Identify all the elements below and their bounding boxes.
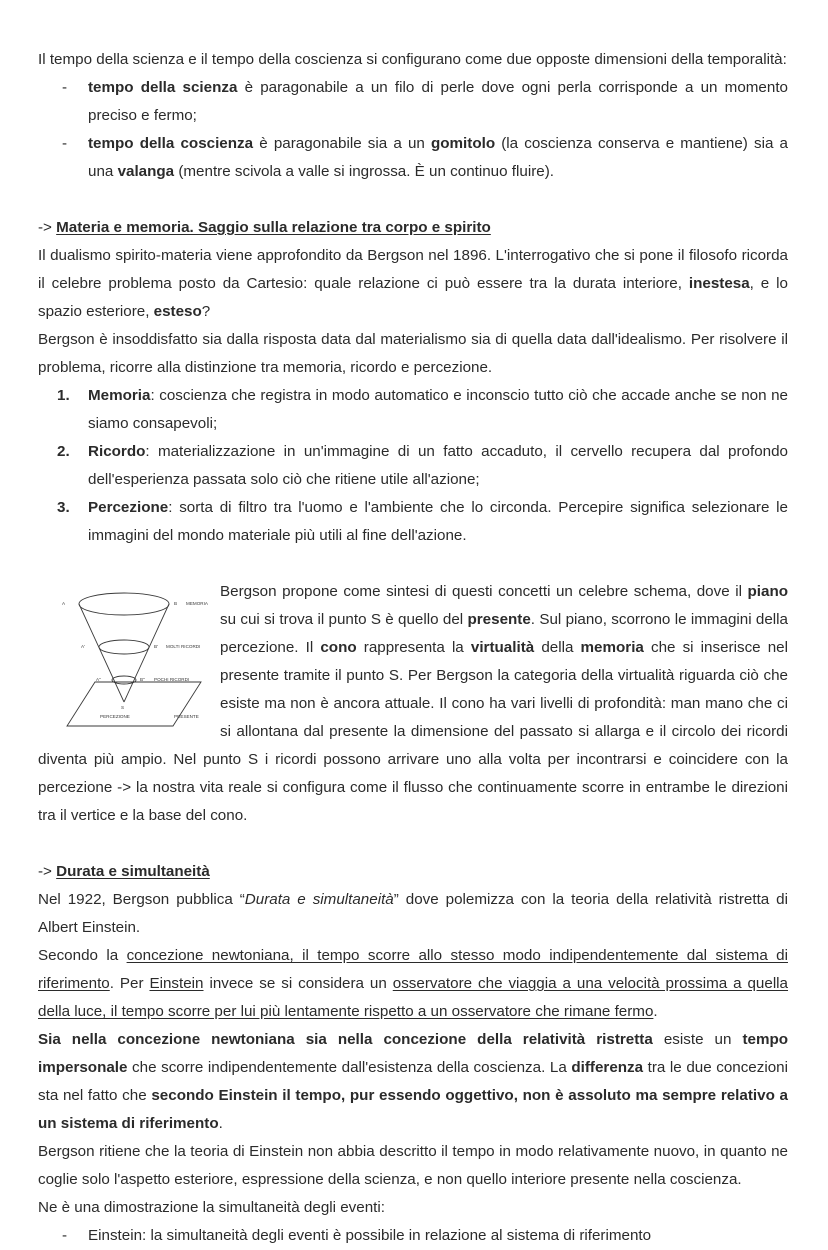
label-A: A — [62, 601, 66, 606]
section-spacer — [38, 186, 788, 214]
list-item — [38, 438, 788, 494]
durata-paragraph-4: Bergson ritiene che la teoria di Einstein non abbia descritto il tempo in modo relativamente nuovo, in quanto ne coglie solo l'aspetto esteriore, espressione della scienza, e non quello interiore presente nella coscienza. — [38, 1143, 788, 1188]
bold-esteso: esteso — [153, 303, 202, 320]
label-presente: PRESENTE — [174, 714, 199, 719]
item-text: : materializzazione in un'immagine di un fatto accaduto, il cervello recupera dal profondo dell'esperienza passata solo ciò che ritiene utile all'azione; — [88, 443, 788, 488]
bullet-bold-valanga: valanga — [117, 163, 175, 180]
item-bold-lead: Memoria — [88, 387, 151, 404]
materia-paragraph-1 — [38, 242, 788, 326]
materia-paragraph-2: Bergson è insoddisfatto sia dalla risposta data dal materialismo sia di quella data dall'idealismo. Per risolvere il problema, ricorre alla distinzione tra memoria, ricordo e percezione. — [38, 331, 788, 376]
durata-paragraph-3 — [38, 1026, 788, 1138]
bold-secondo-einstein: secondo Einstein il tempo, pur essendo oggettivo, non è assoluto ma sempre relativo a un sistema di riferimento — [38, 1087, 788, 1132]
heading-text: Durata e simultaneità — [56, 863, 210, 880]
item-text: : coscienza che registra in modo automatico e inconscio tutto ciò che accade anche se non ne siamo consapevoli; — [88, 387, 788, 432]
para-seg: rappresenta la — [356, 639, 471, 656]
durata-paragraph-2 — [38, 942, 788, 1026]
list-item — [38, 382, 788, 438]
section-spacer — [38, 830, 788, 858]
para-seg: Secondo la — [38, 947, 127, 964]
para-seg: esiste un — [652, 1031, 743, 1048]
para-seg: Nel 1922, Bergson pubblica “ — [38, 891, 245, 908]
section-heading-materia — [38, 214, 788, 242]
section-spacer — [38, 550, 788, 578]
durata-bullet-item — [38, 1222, 788, 1250]
list-number: 2. — [57, 443, 70, 460]
durata-paragraph-1 — [38, 886, 788, 942]
label-B-double-prime: B'' — [140, 677, 145, 682]
label-A-prime: A' — [81, 644, 85, 649]
bergson-cone-diagram — [38, 584, 210, 736]
diagram-labels — [62, 601, 209, 719]
intro-bullet-list — [38, 74, 788, 186]
label-S: S — [121, 705, 125, 710]
underline-osservatore: osservatore che viaggia a una velocità prossima a quella della luce, il tempo scorre per lui più lentamente rispetto a un osservatore che rimane fermo — [38, 975, 789, 1020]
figure-with-text-block — [38, 578, 788, 830]
intro-paragraph: Il tempo della scienza e il tempo della coscienza si configurano come due opposte dimensioni della temporalità: — [38, 51, 787, 68]
label-pochi-ricordi: POCHI RICORDI — [154, 677, 190, 682]
bullet-text-part1: è paragonabile sia a un — [253, 135, 431, 152]
section-heading-durata — [38, 858, 788, 886]
bullet-text-part2: (la coscienza conserva e mantiene) sia a una — [88, 135, 789, 180]
bold-tempo-impersonale: tempo impersonale — [38, 1031, 788, 1076]
underline-newtoniana: concezione newtoniana, il tempo scorre allo stesso modo indipendentemente dal sistema di riferimento — [38, 947, 788, 992]
bold-memoria: memoria — [580, 639, 644, 656]
para-seg: , e lo spazio esteriore, — [38, 275, 788, 320]
bullet-bold-lead: tempo della coscienza — [88, 135, 254, 152]
para-seg: che scorre indipendentemente dall'esistenza della coscienza. La — [127, 1059, 572, 1076]
bullet-marker: - — [62, 1227, 68, 1244]
durata-paragraph-5: Ne è una dimostrazione la simultaneità degli eventi: — [38, 1199, 385, 1216]
bold-virtualita: virtualità — [470, 639, 535, 656]
bullet-text-part3: (mentre scivola a valle si ingrossa. È un continuo fluire). — [174, 163, 554, 180]
item-text: : sorta di filtro tra l'uomo e l'ambiente che lo circonda. Percepire significa selezionare le immagini del mondo materiale più utili al fine dell'azione. — [88, 499, 788, 544]
bullet-bold-lead: tempo della scienza — [88, 79, 238, 96]
bold-sia-nella-concezione: Sia nella concezione newtoniana sia nella concezione della relatività ristretta — [38, 1031, 653, 1048]
label-A-double-prime: A'' — [96, 677, 101, 682]
para-seg: Bergson propone come sintesi di questi concetti un celebre schema, dove il — [220, 583, 748, 600]
bullet-text: è paragonabile a un filo di perle dove ogni perla corrisponde a un momento preciso e fermo; — [88, 79, 788, 124]
bullet-text: Einstein: la simultaneità degli eventi è possibile in relazione al sistema di riferimento — [88, 1227, 652, 1244]
list-number: 1. — [57, 387, 70, 404]
para-seg: ? — [201, 303, 211, 320]
para-seg: su cui si trova il punto S è quello del — [220, 611, 468, 628]
cone-diagram-svg — [38, 584, 210, 736]
materia-numbered-list — [38, 382, 788, 550]
item-bold-lead: Percezione — [88, 499, 169, 516]
bold-cono: cono — [320, 639, 357, 656]
italic-book-title: Durata e simultaneità — [244, 891, 394, 908]
label-B: B — [174, 601, 178, 606]
para-seg: Il dualismo spirito-materia viene approfondito da Bergson nel 1896. L'interrogativo che si pone il filosofo ricorda il celebre problema posto da Cartesio: quale relazione ci può essere tra la durata interiore, — [38, 247, 788, 292]
bullet-marker: - — [62, 79, 68, 96]
para-seg: che si inserisce nel presente tramite il punto S. Per Bergson la categoria della virtualità riguarda ciò che esiste ma non è ancora attuale. Il cono ha vari livelli di profondità: man mano che ci si allontana dal presente la dimensione del passato si allarga e il circolo dei ricordi diventa più ampio. Nel punto S i ricordi possono arrivare uno alla volta per incontrarsi e coincidere con la percezione -> la nostra vita reale si configura come il flusso che continuamente scorre in entrambe le direzioni tra il vertice e la base del cono. — [38, 639, 788, 824]
bullet-marker: - — [62, 135, 68, 152]
bold-differenza: differenza — [571, 1059, 644, 1076]
para-seg: . — [653, 1003, 658, 1020]
list-item — [38, 494, 788, 550]
heading-text: Materia e memoria. Saggio sulla relazione tra corpo e spirito — [56, 219, 491, 236]
list-item — [38, 74, 788, 130]
para-seg: tra le due concezioni sta nel fatto che — [38, 1059, 788, 1104]
para-seg: . Per — [109, 975, 150, 992]
label-memoria: MEMORIA — [186, 601, 208, 606]
para-seg: . Sul piano, scorrono le immagini della percezione. Il — [220, 611, 788, 656]
label-percezione: PERCEZIONE — [100, 714, 130, 719]
arrow-marker: -> — [38, 863, 57, 880]
para-seg: invece se si considera un — [203, 975, 393, 992]
label-B-prime: B' — [154, 644, 158, 649]
para-seg: della — [534, 639, 581, 656]
para-seg: ” dove polemizza con la teoria della relatività ristretta di Albert Einstein. — [38, 891, 789, 936]
list-number: 3. — [57, 499, 70, 516]
underline-einstein: Einstein — [149, 975, 204, 992]
para-seg: . — [218, 1115, 223, 1132]
bold-inestesa: inestesa — [688, 275, 750, 292]
arrow-marker: -> — [38, 219, 57, 236]
label-molti-ricordi: MOLTI RICORDI — [166, 644, 201, 649]
bold-presente: presente — [467, 611, 531, 628]
bold-piano: piano — [747, 583, 788, 600]
bullet-bold-gomitolo: gomitolo — [430, 135, 496, 152]
list-item — [38, 130, 788, 186]
item-bold-lead: Ricordo — [88, 443, 146, 460]
